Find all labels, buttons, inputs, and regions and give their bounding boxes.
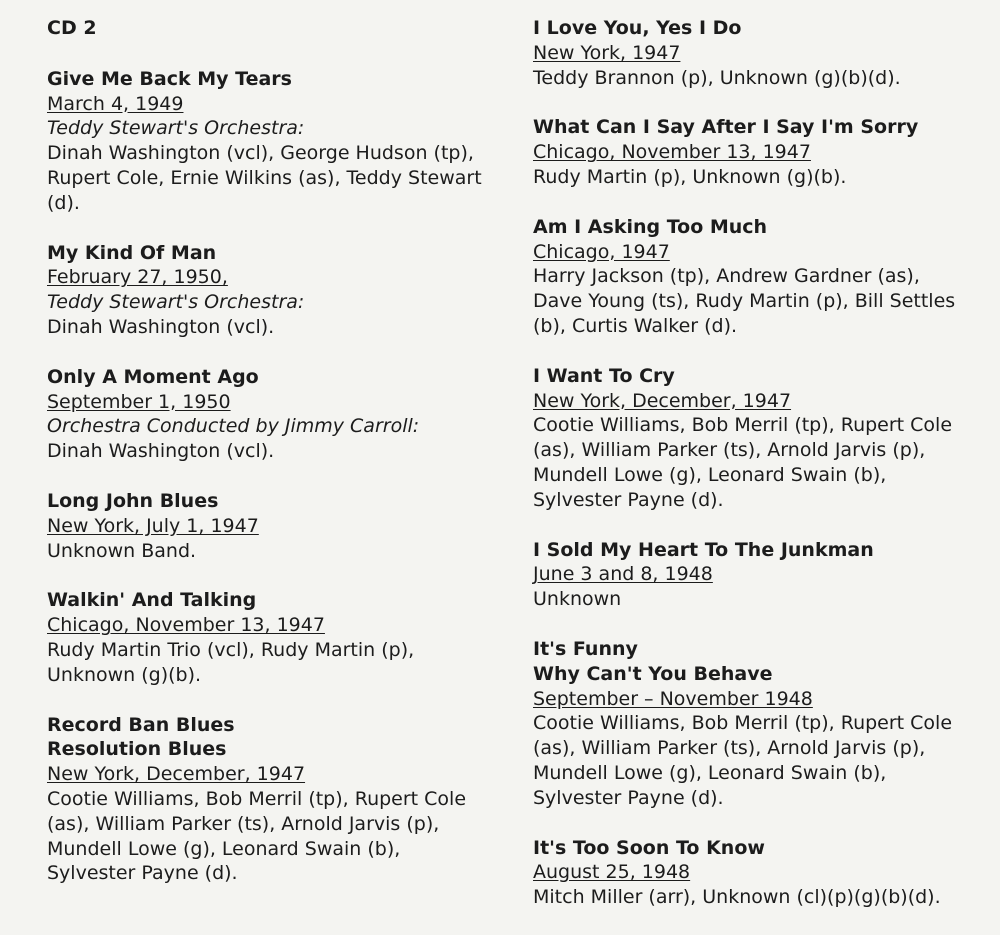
track-entry	[533, 115, 973, 189]
track-title: My Kind Of Man	[47, 241, 217, 264]
recording-date: Chicago, November 13, 1947	[533, 141, 811, 164]
recording-date: Chicago, 1947	[533, 240, 670, 263]
track-title: I Sold My Heart To The Junkman	[533, 538, 874, 561]
personnel-line: Rudy Martin Trio (vcl), Rudy Martin (p),	[47, 638, 415, 661]
track-title: I Want To Cry	[533, 364, 675, 387]
track-entry	[533, 215, 973, 339]
personnel-line: (as), William Parker (ts), Arnold Jarvis (p),	[533, 439, 926, 462]
track-title: Why Can't You Behave	[533, 662, 773, 685]
recording-date: New York, July 1, 1947	[47, 514, 259, 537]
personnel-line: Cootie Williams, Bob Merril (tp), Rupert Cole	[533, 712, 953, 735]
track-title: Only A Moment Ago	[47, 365, 259, 388]
personnel-line: Dinah Washington (vcl).	[47, 440, 275, 463]
personnel-line: (as), William Parker (ts), Arnold Jarvis (p),	[533, 737, 926, 760]
orchestra-name: Teddy Stewart's Orchestra:	[47, 117, 305, 140]
orchestra-name: Orchestra Conducted by Jimmy Carroll:	[47, 415, 420, 438]
personnel-line: Teddy Brannon (p), Unknown (g)(b)(d).	[533, 66, 901, 89]
recording-date: March 4, 1949	[47, 92, 184, 115]
track-title: Resolution Blues	[47, 738, 227, 761]
track-entry	[47, 241, 487, 340]
recording-date: New York, December, 1947	[47, 763, 306, 786]
track-title: I Love You, Yes I Do	[533, 17, 742, 39]
personnel-line: Dinah Washington (vcl), George Hudson (tp),	[47, 142, 474, 165]
personnel-line: Unknown Band.	[47, 539, 197, 562]
personnel-line: Dinah Washington (vcl).	[47, 315, 275, 338]
track-title: It's Too Soon To Know	[533, 836, 765, 859]
personnel-line: (b), Curtis Walker (d).	[533, 314, 738, 337]
recording-date: September 1, 1950	[47, 390, 231, 413]
track-title: Give Me Back My Tears	[47, 67, 292, 90]
track-entry	[533, 16, 973, 90]
personnel-line: Rupert Cole, Ernie Wilkins (as), Teddy Stewart	[47, 166, 482, 189]
track-title: What Can I Say After I Say I'm Sorry	[533, 116, 919, 139]
orchestra-name: Teddy Stewart's Orchestra:	[47, 291, 305, 314]
recording-date: Chicago, November 13, 1947	[47, 614, 325, 637]
recording-date: August 25, 1948	[533, 861, 691, 884]
track-title: It's Funny	[533, 637, 638, 660]
track-title: Long John Blues	[47, 489, 219, 512]
personnel-line: Harry Jackson (tp), Andrew Gardner (as),	[533, 265, 920, 288]
personnel-line: Sylvester Payne (d).	[533, 786, 724, 809]
track-entry	[47, 365, 487, 464]
personnel-line: Mundell Lowe (g), Leonard Swain (b),	[533, 463, 887, 486]
track-title: Am I Asking Too Much	[533, 215, 768, 238]
recording-date: June 3 and 8, 1948	[533, 563, 713, 586]
track-entry	[47, 489, 487, 563]
track-title: Walkin' And Talking	[47, 589, 257, 612]
track-entry	[47, 713, 487, 887]
track-entry	[47, 588, 487, 687]
personnel-line: Cootie Williams, Bob Merril (tp), Rupert Cole	[47, 787, 467, 810]
track-entry	[533, 538, 973, 612]
personnel-line: Mundell Lowe (g), Leonard Swain (b),	[533, 761, 887, 784]
personnel-line: (as), William Parker (ts), Arnold Jarvis (p),	[47, 812, 440, 835]
personnel-line: Mundell Lowe (g), Leonard Swain (b),	[47, 837, 401, 860]
track-title: Record Ban Blues	[47, 713, 235, 736]
recording-date: February 27, 1950,	[47, 266, 228, 289]
personnel-line: Cootie Williams, Bob Merril (tp), Rupert Cole	[533, 414, 953, 437]
track-entry	[533, 637, 973, 811]
personnel-line: Rudy Martin (p), Unknown (g)(b).	[533, 165, 847, 188]
track-entry	[533, 836, 973, 910]
recording-date: New York, December, 1947	[533, 389, 792, 412]
personnel-line: Mitch Miller (arr), Unknown (cl)(p)(g)(b)(d).	[533, 886, 941, 909]
personnel-line: Unknown (g)(b).	[47, 663, 202, 686]
recording-date: September – November 1948	[533, 687, 813, 710]
personnel-line: Unknown	[533, 588, 622, 611]
left-column	[47, 16, 487, 911]
track-entry	[533, 364, 973, 513]
personnel-line: (d).	[47, 191, 80, 214]
right-column	[533, 16, 973, 935]
track-entry	[47, 67, 487, 216]
recording-date: New York, 1947	[533, 41, 681, 64]
cd-heading: CD 2	[47, 17, 97, 39]
personnel-line: Dave Young (ts), Rudy Martin (p), Bill Settles	[533, 290, 956, 313]
personnel-line: Sylvester Payne (d).	[533, 488, 724, 511]
personnel-line: Sylvester Payne (d).	[47, 862, 238, 885]
